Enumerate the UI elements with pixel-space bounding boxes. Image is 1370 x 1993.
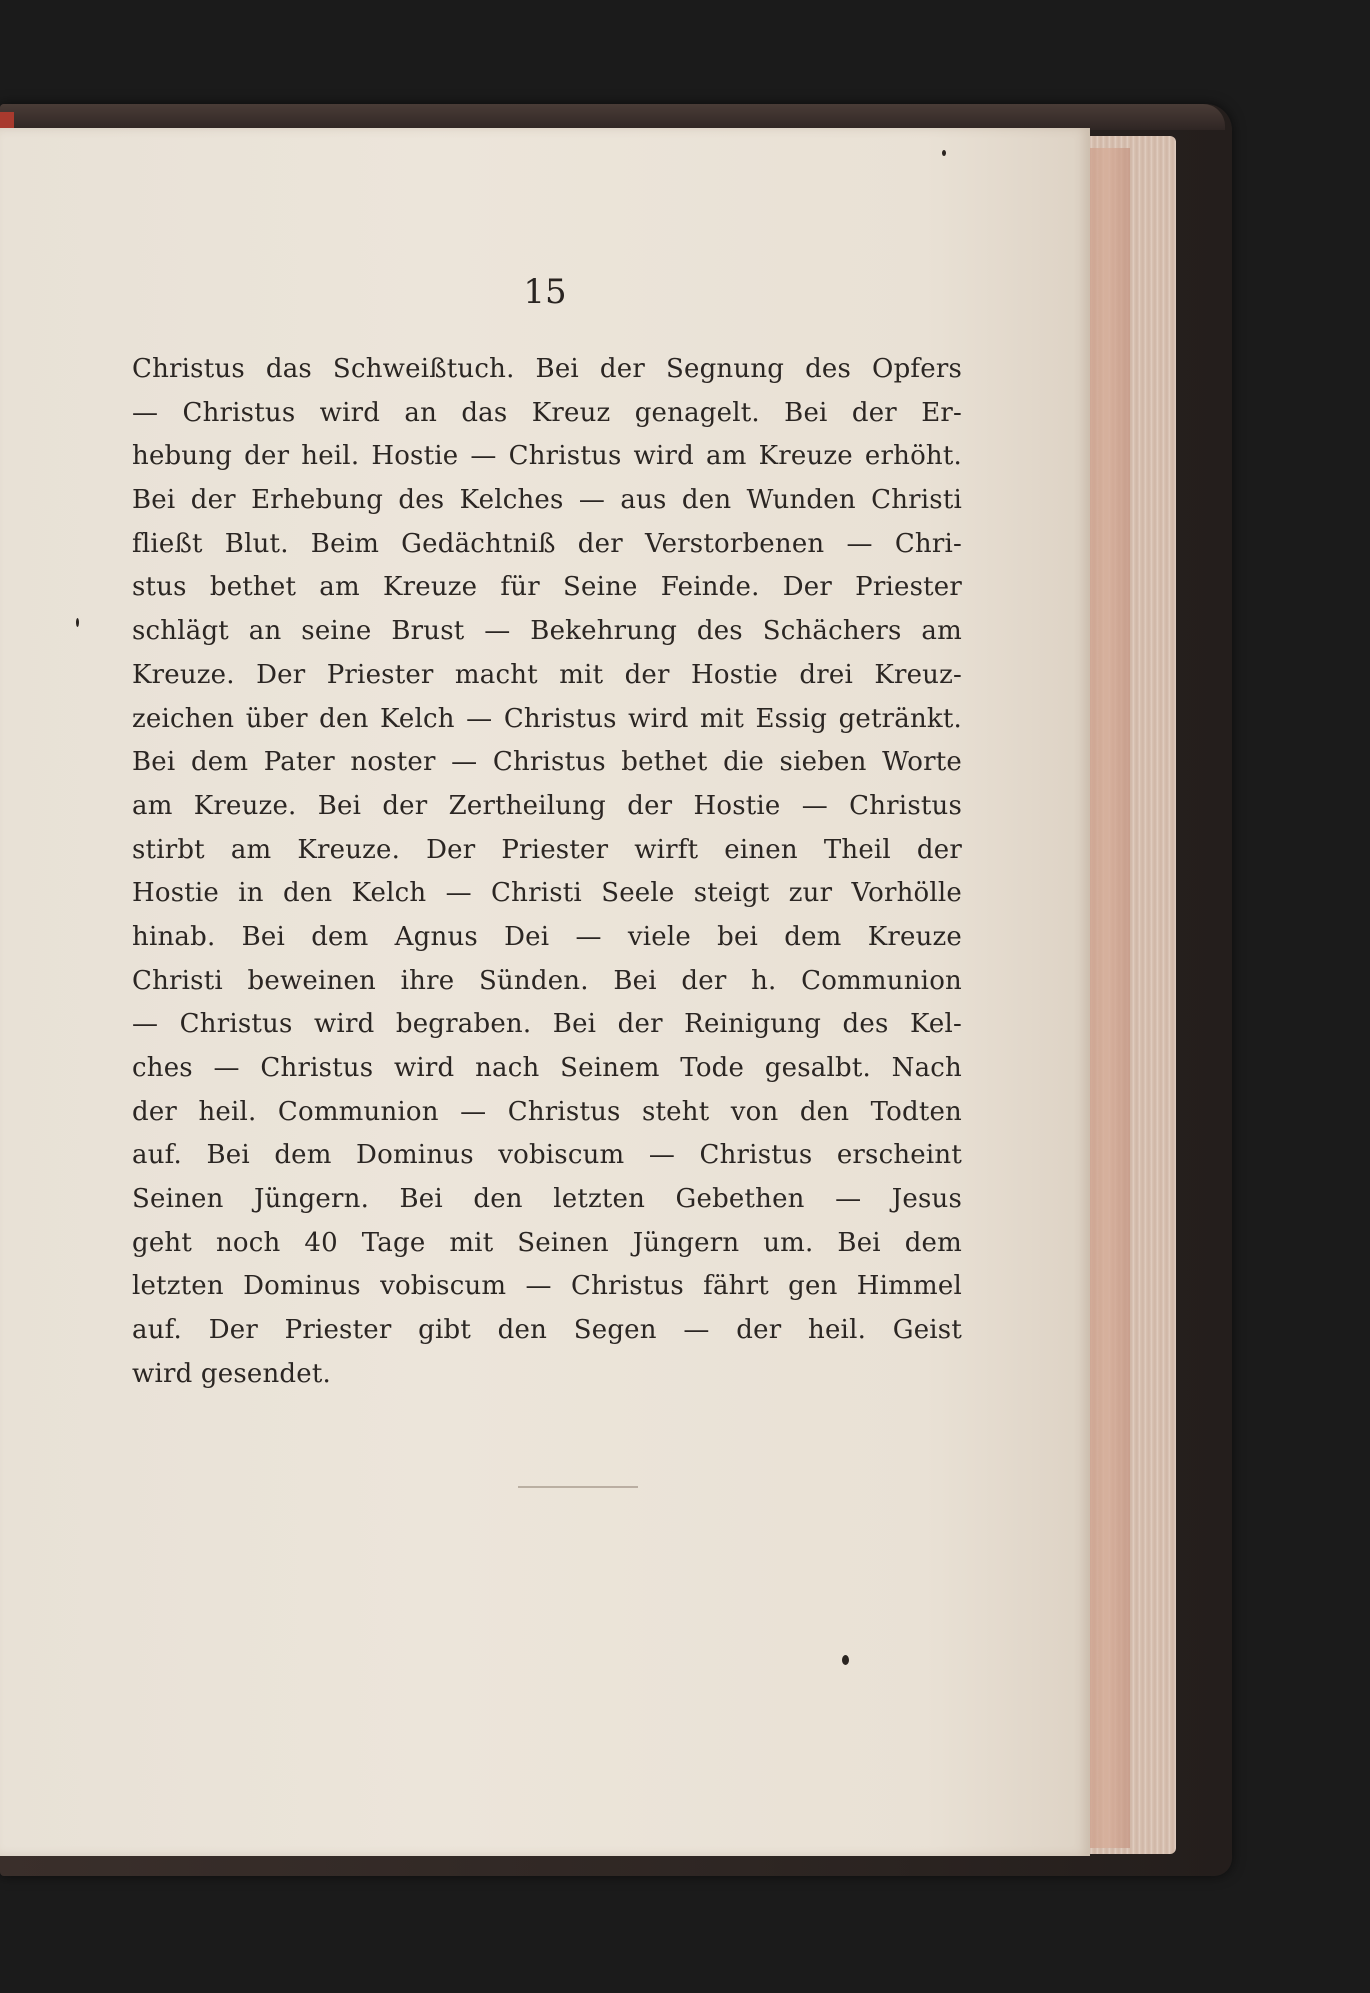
- text-line: Kreuze. Der Priester macht mit der Hostie drei Kreuz-: [132, 659, 962, 690]
- page-edges-tint: [1084, 148, 1130, 1848]
- text-line: ches — Christus wird nach Seinem Tode gesalbt. Nach: [132, 1053, 962, 1083]
- text-line: stus bethet am Kreuze für Seine Feinde. Der Priester: [132, 572, 962, 603]
- text-line: hinab. Bei dem Agnus Dei — viele bei dem Kreuze: [132, 921, 962, 952]
- text-line: Hostie in den Kelch — Christi Seele steigt zur Vorhölle: [132, 878, 962, 909]
- text-line: letzten Dominus vobiscum — Christus fährt gen Himmel: [132, 1271, 962, 1302]
- text-line: Seinen Jüngern. Bei den letzten Gebethen — Jesus: [132, 1184, 962, 1215]
- ink-speck: [76, 618, 79, 627]
- text-line: — Christus wird begraben. Bei der Reinigung des Kel-: [132, 1009, 962, 1040]
- ink-speck: [842, 1655, 849, 1665]
- text-line: hebung der heil. Hostie — Christus wird am Kreuze erhöht.: [132, 441, 962, 472]
- cover-red-mark: [0, 112, 14, 128]
- text-line: — Christus wird an das Kreuz genagelt. Bei der Er-: [132, 397, 962, 428]
- page-number: 15: [523, 272, 567, 312]
- text-line: fließt Blut. Beim Gedächtniß der Verstorbenen — Chri-: [132, 528, 962, 559]
- text-line: wird gesendet.: [132, 1358, 331, 1389]
- ink-speck: [942, 150, 946, 156]
- text-line: Bei der Erhebung des Kelches — aus den Wunden Christi: [132, 485, 962, 516]
- text-line: schlägt an seine Brust — Bekehrung des Schächers am: [132, 616, 962, 647]
- text-line: zeichen über den Kelch — Christus wird mit Essig getränkt.: [132, 703, 962, 734]
- text-line: auf. Der Priester gibt den Segen — der heil. Geist: [132, 1315, 962, 1346]
- text-line: geht noch 40 Tage mit Seinen Jüngern um. Bei dem: [132, 1227, 962, 1258]
- text-line: der heil. Communion — Christus steht von den Todten: [132, 1096, 962, 1127]
- text-line: auf. Bei dem Dominus vobiscum — Christus erscheint: [132, 1140, 962, 1171]
- show-through-rule: [518, 1486, 638, 1488]
- text-line: stirbt am Kreuze. Der Priester wirft einen Theil der: [132, 834, 962, 865]
- text-line: Christi beweinen ihre Sünden. Bei der h. Communion: [132, 965, 962, 996]
- page-text: [132, 348, 962, 1397]
- text-line: Christus das Schweißtuch. Bei der Segnung des Opfers: [132, 354, 962, 384]
- book-cover-top-edge: [0, 104, 1225, 130]
- text-line: am Kreuze. Bei der Zertheilung der Hostie — Christus: [132, 790, 962, 821]
- text-line: Bei dem Pater noster — Christus bethet die sieben Worte: [132, 747, 962, 778]
